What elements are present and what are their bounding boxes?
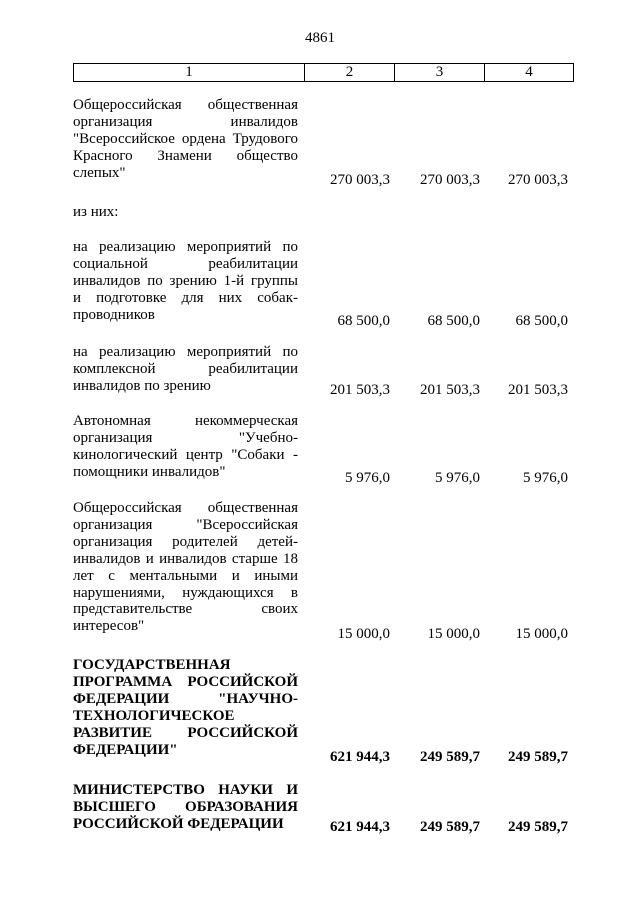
label-line: Автономная некоммерческая	[73, 413, 298, 429]
label-line: организация "Всероссийская	[73, 516, 298, 533]
label-line: Красного Знамени общество	[73, 147, 298, 164]
label-line: кинологический центр "Собаки -	[73, 446, 298, 463]
label-line: ФЕДЕРАЦИИ "НАУЧНО-	[73, 690, 298, 707]
value-col4: 15 000,0	[515, 626, 568, 642]
value-col3: 68 500,0	[427, 313, 480, 329]
value-col3: 270 003,3	[420, 172, 480, 188]
value-col2: 621 944,3	[330, 819, 390, 835]
value-col3: 201 503,3	[420, 382, 480, 398]
label-line: ТЕХНОЛОГИЧЕСКОЕ	[73, 707, 235, 724]
value-col2: 621 944,3	[330, 749, 390, 765]
label-line: слепых"	[73, 164, 126, 181]
value-col3: 5 976,0	[435, 470, 480, 486]
label-line: организация инвалидов	[73, 113, 298, 130]
label-line: Общероссийская общественная	[73, 97, 298, 113]
label-line: ГОСУДАРСТВЕННАЯ	[73, 657, 231, 673]
value-col3: 15 000,0	[427, 626, 480, 642]
column-header-1: 1	[74, 64, 305, 82]
row-label	[73, 413, 298, 481]
label-line: МИНИСТЕРСТВО НАУКИ И	[73, 782, 298, 798]
column-header-table	[73, 63, 574, 82]
label-line: лет с ментальными и иными	[73, 567, 298, 584]
value-col2: 5 976,0	[345, 470, 390, 486]
value-col2: 68 500,0	[337, 313, 390, 329]
value-col4: 249 589,7	[508, 749, 568, 765]
label-line: "Всероссийское ордена Трудового	[73, 130, 298, 147]
value-col2: 15 000,0	[337, 626, 390, 642]
value-col2: 270 003,3	[330, 172, 390, 188]
row-label	[73, 782, 298, 833]
label-line: нарушениями, нуждающихся в	[73, 584, 298, 601]
value-col4: 249 589,7	[508, 819, 568, 835]
label-line: ПРОГРАММА РОССИЙСКОЙ	[73, 673, 298, 690]
column-header-2: 2	[305, 64, 395, 82]
label-line: Общероссийская общественная	[73, 500, 298, 516]
label-line: на реализацию мероприятий по	[73, 344, 298, 360]
value-col3: 249 589,7	[420, 819, 480, 835]
label-line: РОССИЙСКОЙ ФЕДЕРАЦИИ	[73, 815, 284, 832]
value-col4: 270 003,3	[508, 172, 568, 188]
label-line: инвалидов по зрению 1-й группы	[73, 272, 298, 289]
label-line: РАЗВИТИЕ РОССИЙСКОЙ	[73, 724, 298, 741]
value-col2: 201 503,3	[330, 382, 390, 398]
label-line: комплексной реабилитации	[73, 360, 298, 377]
label-line: помощники инвалидов"	[73, 463, 226, 480]
row-label	[73, 344, 298, 395]
label-line: и подготовке для них собак-	[73, 289, 298, 306]
label-line: на реализацию мероприятий по	[73, 239, 298, 255]
value-col4: 201 503,3	[508, 382, 568, 398]
value-col4: 5 976,0	[523, 470, 568, 486]
label-line: проводников	[73, 306, 155, 323]
value-col4: 68 500,0	[515, 313, 568, 329]
label-line: из них:	[73, 204, 119, 220]
row-label	[73, 500, 298, 635]
label-line: организация родителей детей-	[73, 533, 298, 550]
row-label	[73, 239, 298, 324]
row-label	[73, 657, 298, 758]
label-line: организация "Учебно-	[73, 429, 298, 446]
label-line: ВЫСШЕГО ОБРАЗОВАНИЯ	[73, 798, 298, 815]
row-label	[73, 204, 298, 221]
value-col3: 249 589,7	[420, 749, 480, 765]
label-line: инвалидов по зрению	[73, 377, 211, 394]
label-line: интересов"	[73, 618, 145, 635]
column-header-3: 3	[395, 64, 485, 82]
label-line: ФЕДЕРАЦИИ"	[73, 741, 178, 758]
row-label	[73, 97, 298, 182]
column-header-4: 4	[485, 64, 574, 82]
page-number: 4861	[305, 30, 335, 46]
label-line: представительстве своих	[73, 601, 298, 618]
label-line: инвалидов и инвалидов старше 18	[73, 550, 298, 567]
label-line: социальной реабилитации	[73, 255, 298, 272]
